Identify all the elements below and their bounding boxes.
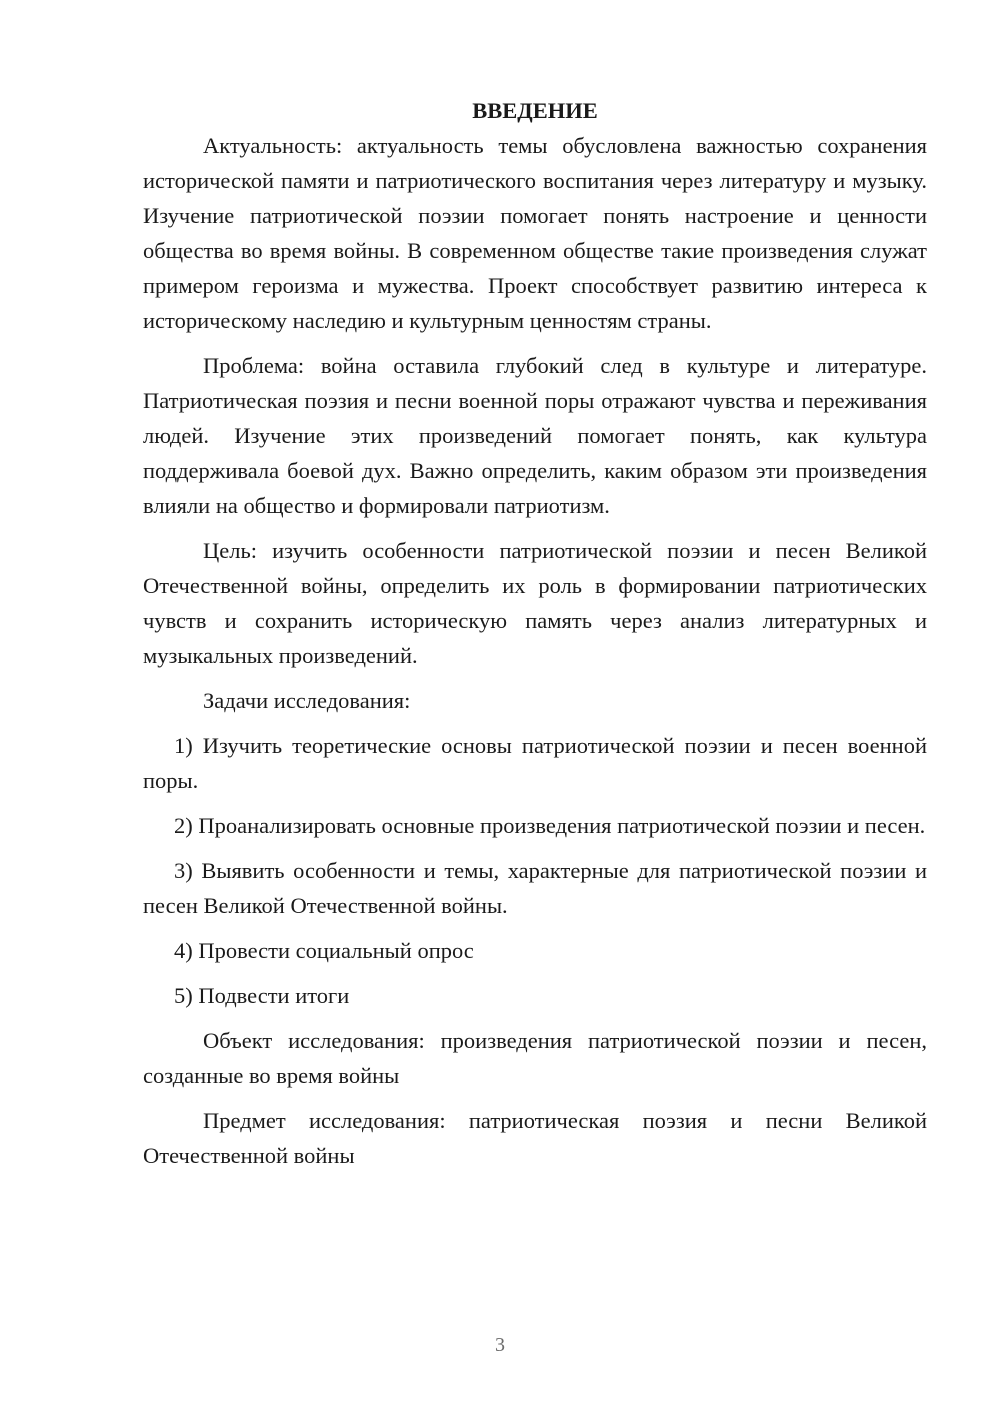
task-item-2: 2) Проанализировать основные произведения патриотической поэзии и песен. [174,813,926,838]
goal-paragraph: Цель: изучить особенности патриотической поэзии и песен Великой Отечественной войны, определить их роль в формировании патриотических чувств и сохранить историческую память через анализ литературных и музыкальных произведений. [143,538,927,668]
page-number: 3 [495,1334,505,1356]
task-item-3: 3) Выявить особенности и темы, характерные для патриотической поэзии и песен Великой Отечественной войны. [143,858,927,918]
task-item-4: 4) Провести социальный опрос [174,938,474,963]
page-content [143,93,927,1173]
object-paragraph: Объект исследования: произведения патриотической поэзии и песен, созданные во время войны [143,1028,927,1088]
task-item-1: 1) Изучить теоретические основы патриотической поэзии и песен военной поры. [143,733,927,793]
section-title: ВВЕДЕНИЕ [472,98,598,123]
subject-paragraph: Предмет исследования: патриотическая поэзия и песни Великой Отечественной войны [143,1108,927,1168]
tasks-heading: Задачи исследования: [203,688,411,713]
problem-paragraph: Проблема: война оставила глубокий след в культуре и литературе. Патриотическая поэзия и песни военной поры отражают чувства и переживания людей. Изучение этих произведений помогает понять, как культура поддерживала боевой дух. Важно определить, каким образом эти произведения влияли на общество и формировали патриотизм. [143,353,927,518]
task-item-5: 5) Подвести итоги [174,983,350,1008]
relevance-paragraph: Актуальность: актуальность темы обусловлена важностью сохранения исторической памяти и патриотического воспитания через литературу и музыку. Изучение патриотической поэзии помогает понять настроение и ценности общества во время войны. В современном обществе такие произведения служат примером героизма и мужества. Проект способствует развитию интереса к историческому наследию и культурным ценностям страны. [143,133,927,333]
